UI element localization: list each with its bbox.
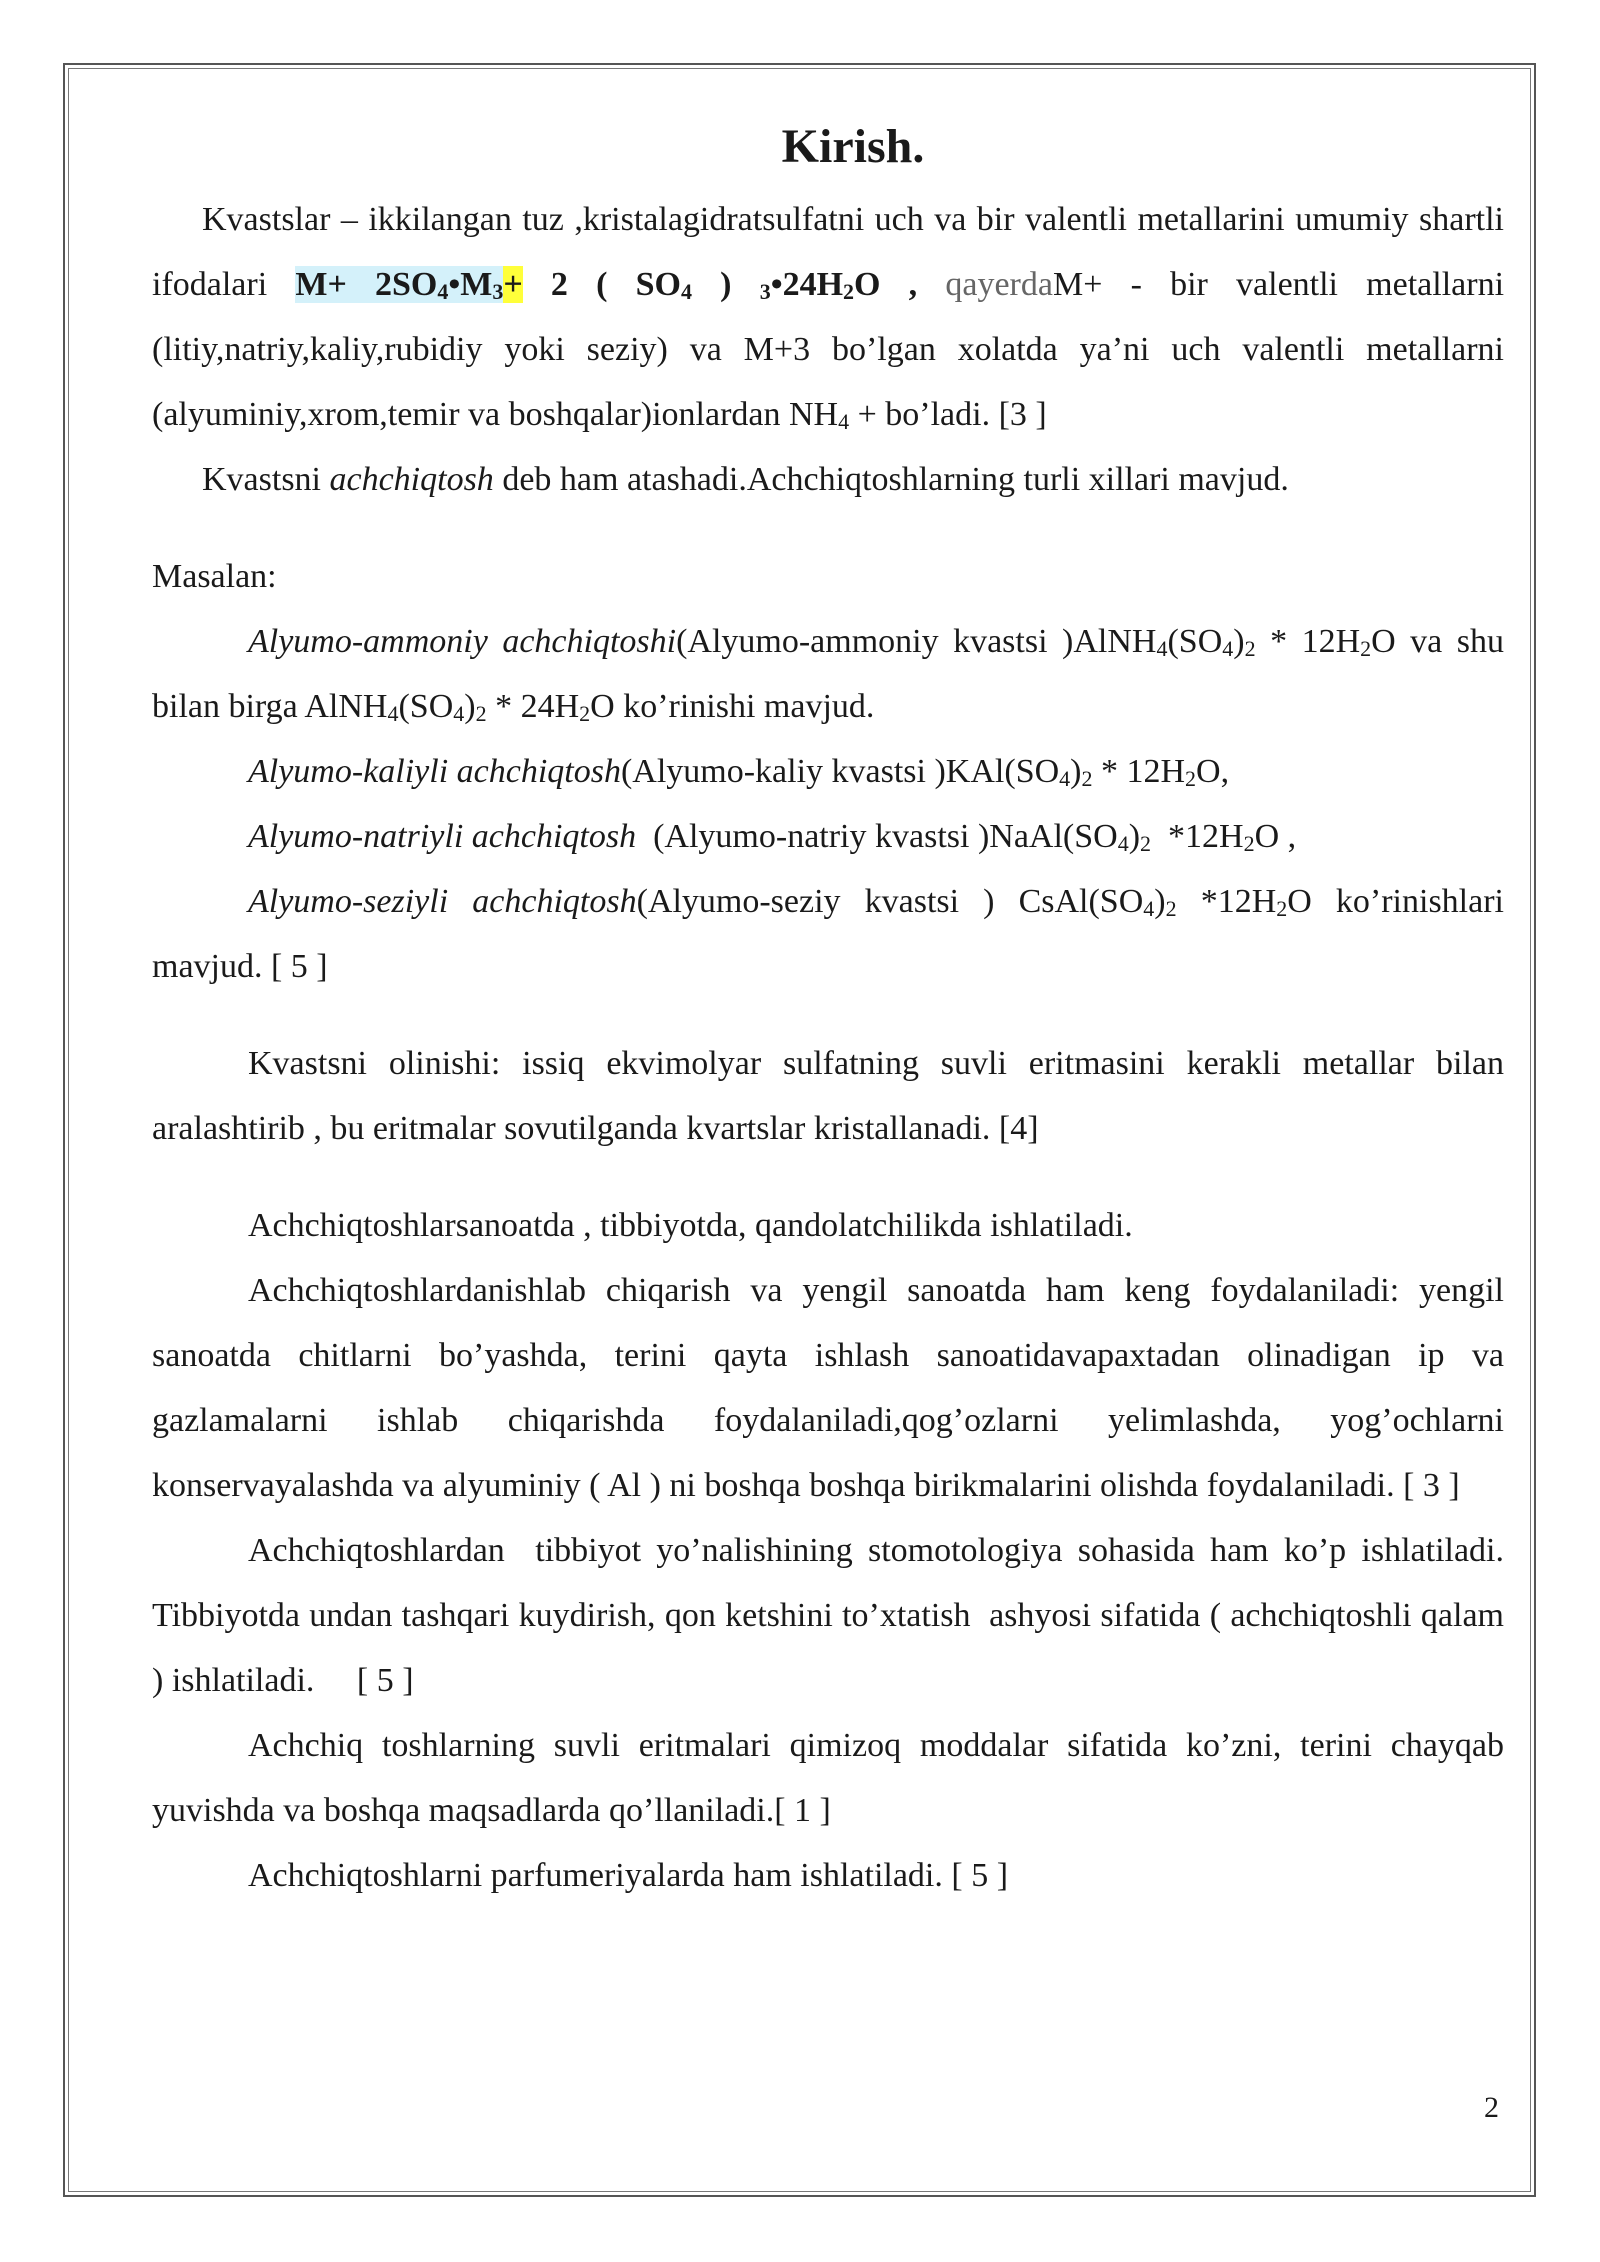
formula-highlight-blue: $M+ 2SO_4•M_3$ [295,266,504,304]
paragraph-seziy: Alyumo-seziyli achchiqtosh(Alyumo-seziy kvastsi ) $CsAl(SO_4)_2$ $*12H_2O$ ko’rinishlari mavjud. [ 5 ] [152,883,1504,985]
paragraph-natriy: Alyumo-natriyli achchiqtosh (Alyumo-natriy kvastsi )$NaAl(SO_4)_2$ $*12H_2O$ , [248,818,1297,856]
paragraph-parfumeriya: Achchiqtoshlarni parfumeriyalarda ham ishlatiladi. [ 5 ] [248,1857,1009,1894]
page-title: Kirish. [781,120,925,173]
paragraph-olinishi: Kvastsni olinishi: issiq ekvimolyar sulfatning suvli eritmasini kerakli metallar bilan aralashtirib , bu eritmalar sovutilganda kvartslar kristallanadi. [4] [152,1045,1504,1147]
paragraph-ammoniy: Alyumo-ammoniy achchiqtoshi(Alyumo-ammoniy kvastsi )$AlNH_4(SO_4)_2 * 12H_2O$ va shu bilan birga $AlNH_4(SO_4)_2 * 24H_2O$ ko’rinishi mavjud. [152,623,1504,726]
paragraph-tibbiyot: Achchiqtoshlardan tibbiyot yo’nalishining stomotologiya sohasida ham ko’p ishlatiladi. Tibbiyotda undan tashqari kuydirish, qon ketshini to’xtatish ashyosi sifatida ( achchiqtoshli qalam ) ishlatiladi. [ 5 ] [152,1532,1513,1699]
paragraph-eritmalar: Achchiq toshlarning suvli eritmalari qimizoq moddalar sifatida ko’zni, terini chayqab yuvishda va boshqa maqsadlarda qo’llaniladi.[ 1 ] [152,1727,1504,1829]
formula-rest: 2 ( $SO_4$ ) $_3•24H_2O$ , [522,266,946,304]
page-content [152,115,1513,1908]
paragraph-kaliy: Alyumo-kaliyli achchiqtosh(Alyumo-kaliy kvastsi )$KAl(SO_4)_2 * 12H_2O$, [248,753,1230,791]
paragraph-ishlatilish: Achchiqtoshlarsanoatda , tibbiyotda, qandolatchilikda ishlatiladi. [248,1207,1133,1244]
paragraph-intro: Kvastslar – ikkilangan tuz ,kristalagidratsulfatni uch va bir valentli metallarini umumiy shartli ifodalari $M+ 2SO_4•M_3+ 2$ ( $SO_4$ ) $_3•24H_2O$ , qayerdaM+ - bir valentli metallarni (litiy,natriy,kaliy,rubidiy yoki seziy) va M+3 bo’lgan xolatda ya’ni uch valentli metallarni (alyuminiy,xrom,temir va boshqalar)ionlardan $NH_4$ + bo’ladi. [3 ] [152,201,1505,434]
paragraph-achchiqtosh: Kvastsni achchiqtosh deb ham atashadi.Achchiqtoshlarning turli xillari mavjud. [202,461,1289,498]
paragraph-masalan: Masalan: [152,558,277,595]
paragraph-sanoat: Achchiqtoshlardanishlab chiqarish va yengil sanoatda ham keng foydalaniladi: yengil sanoatda chitlarni bo’yashda, terini qayta ishlash sanoatidavapaxtadan olinadigan ip va gazlamalarni ishlab chiqarishda foydalaniladi,qog’ozlarni yelimlashda, yog’ochlarni konservayalashda va alyuminiy ( Al ) ni boshqa boshqa birikmalarini olishda foydalaniladi. [ 3 ] [152,1272,1504,1504]
page-number: 2 [1484,2091,1499,2124]
formula-highlight-yellow: + [503,266,523,303]
